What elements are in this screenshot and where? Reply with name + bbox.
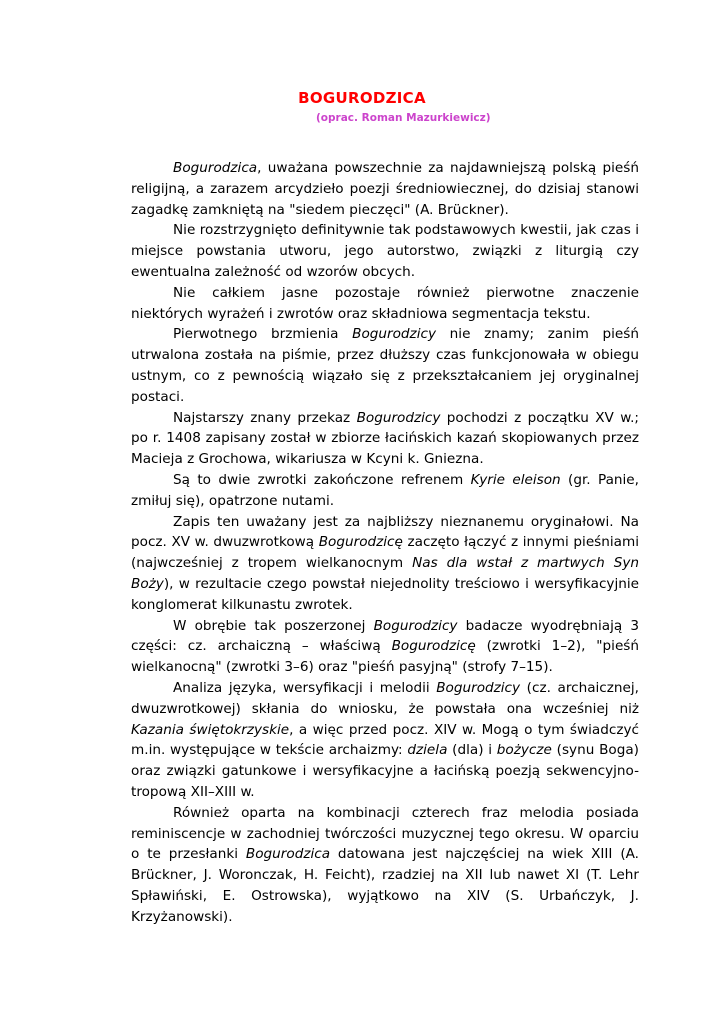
text-run: (synu Boga) oraz związki gatunkowe i wersyfikacyjne a łacińską poezją sekwencyjno-tropową XII–XIII w.: [131, 742, 639, 800]
text-run: Analiza języka, wersyfikacji i melodii: [173, 679, 437, 696]
paragraph: [131, 324, 639, 407]
italic-run: Bogurodzicę: [318, 534, 403, 551]
text-run: ), w rezultacie czego powstał niejednolity treściowo i wersyfikacyjnie konglomerat kilkunastu zwrotek.: [131, 575, 639, 613]
text-run: badacze wyodrębniają 3 części: cz. archaiczną – właściwą: [131, 617, 640, 655]
italic-run: bożycze: [496, 742, 552, 759]
text-run: Również oparta na kombinacji czterech fraz melodia posiada reminiscencje w zachodniej twórczości muzycznej tego okresu. W oparciu o te przesłanki: [131, 804, 639, 863]
text-run: (cz. archaicznej, dwuzwrotkowej) skłania do wniosku, że powstała ona wcześniej niż: [131, 679, 639, 717]
text-run: , uważana powszechnie za najdawniejszą polską pieśń religijną, a zarazem arcydzieło poezji średniowiecznej, do dzisiaj stanowi zagadkę zamkniętą na "siedem pieczęci" (A. Brückner).: [131, 160, 639, 218]
text-run: (gr. Panie, zmiłuj się), opatrzone nutami.: [131, 471, 639, 509]
italic-run: dziela: [407, 742, 448, 759]
paragraph: [131, 512, 639, 616]
document-title: BOGURODZICA: [298, 89, 426, 107]
document-subtitle: (oprac. Roman Mazurkiewicz): [316, 112, 491, 124]
paragraph: [131, 408, 639, 470]
italic-run: Bogurodzica: [245, 846, 331, 863]
text-run: Nie rozstrzygnięto definitywnie tak podstawowych kwestii, jak czas i miejsce powstania utworu, jego autorstwo, związki z liturgią czy ewentualna zależność od wzorów obcych.: [131, 222, 639, 280]
italic-run: Bogurodzicy: [352, 326, 436, 343]
italic-run: Nas dla wstał z martwych Syn Boży: [131, 555, 639, 592]
text-run: pochodzi z początku XV w.; po r. 1408 zapisany został w zbiorze łacińskich kazań skopiowanych przez Macieja z Grochowa, wikariusza w Kcyni k. Gniezna.: [131, 409, 639, 468]
text-run: nie znamy; zanim pieśń utrwalona została na piśmie, przez dłuższy czas funkcjonowała w obiegu ustnym, co z pewnością wiązało się z przekształcaniem jej oryginalnej postaci.: [131, 326, 639, 405]
text-run: Najstarszy znany przekaz: [173, 409, 357, 426]
paragraph: [131, 470, 639, 512]
italic-run: Bogurodzica: [173, 160, 258, 176]
text-run: datowana jest najczęściej na wiek XIII (A. Brückner, J. Woronczak, H. Feicht), rzadziej na XII lub nawet XI (T. Lehr Spławiński, E. Ostrowska), wyjątkowo na XIV (S. Urbańczyk, J. Krzyżanowski).: [131, 846, 639, 925]
paragraph: [131, 283, 639, 325]
text-run: (zwrotki 1–2), "pieśń wielkanocną" (zwrotki 3–6) oraz "pieśń pasyjną" (strofy 7–15).: [131, 638, 640, 676]
text-run: Pierwotnego brzmienia: [173, 326, 353, 343]
text-run: Nie całkiem jasne pozostaje również pierwotne znaczenie niektórych wyrażeń i zwrotów oraz składniowa segmentacja tekstu.: [131, 284, 639, 322]
italic-run: Bogurodzicy: [436, 679, 521, 696]
text-run: Są to dwie zwrotki zakończone refrenem: [173, 471, 471, 488]
text-run: Zapis ten uważany jest za najbliższy nieznanemu oryginałowi. Na pocz. XV w. dwuzwrotkową: [131, 513, 639, 551]
paragraph: [131, 220, 639, 282]
paragraph: [131, 678, 639, 803]
paragraph: [131, 158, 639, 220]
text-run: , a więc przed pocz. XIV w. Mogą o tym świadczyć m.in. występujące w tekście archaizmy:: [131, 721, 639, 759]
text-run: W obrębie tak poszerzonej: [173, 617, 374, 634]
italic-run: Bogurodzicy: [356, 409, 441, 426]
paragraph: [131, 616, 639, 678]
paragraph: [131, 803, 639, 928]
italic-run: Kazania świętokrzyskie: [131, 721, 290, 738]
document-body: [131, 158, 639, 927]
italic-run: Bogurodzicę: [391, 638, 476, 655]
text-run: zaczęto łączyć z innymi pieśniami (najwcześniej z tropem wielkanocnym: [131, 534, 640, 572]
italic-run: Bogurodzicy: [373, 617, 458, 634]
italic-run: Kyrie eleison: [470, 471, 561, 488]
text-run: (dla) i: [447, 742, 497, 759]
